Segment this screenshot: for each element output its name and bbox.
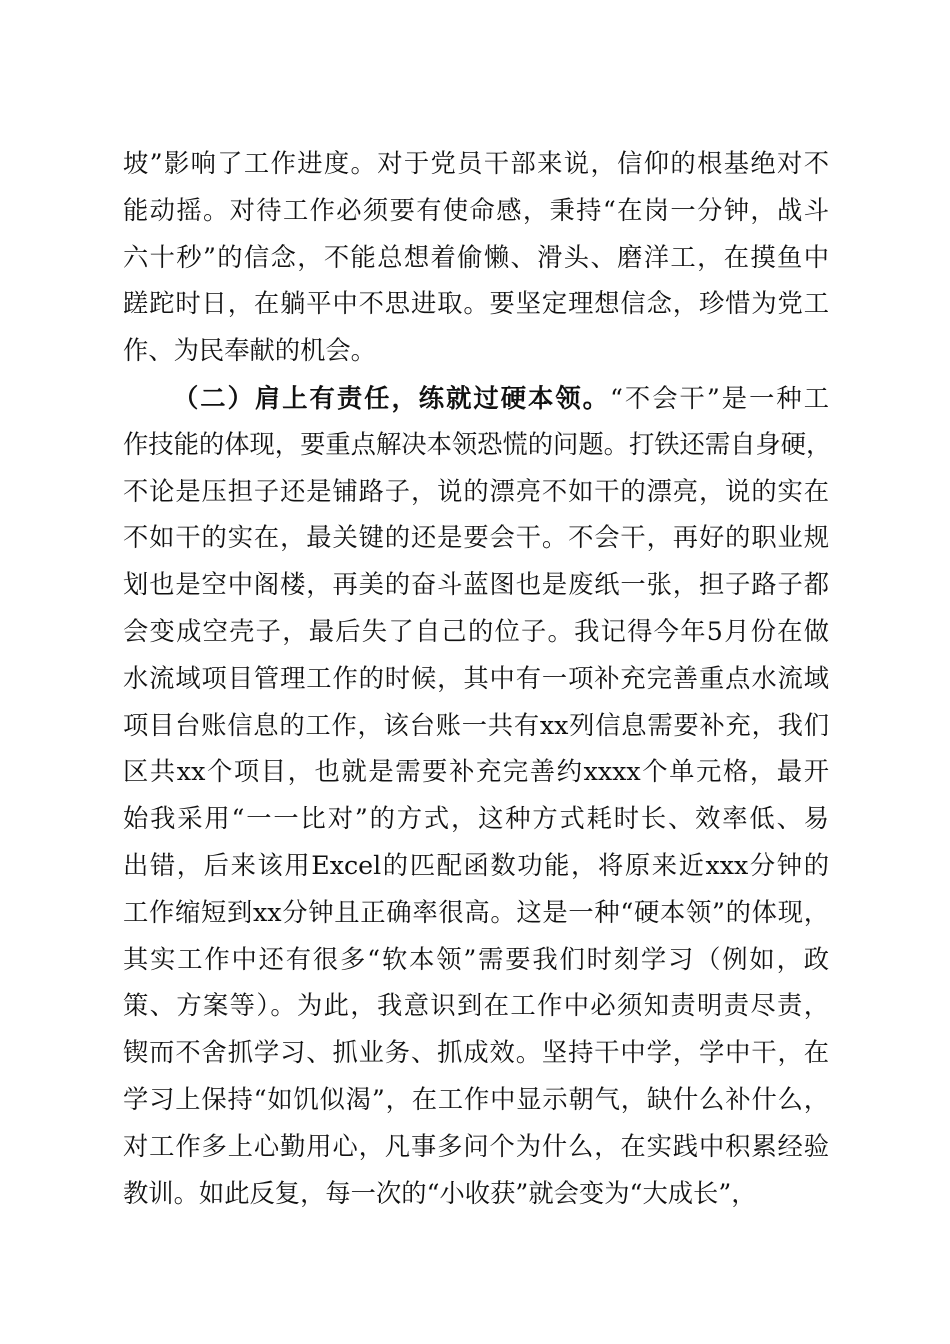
text-line: 会变成空壳子，最后失了自己的位子。我记得今年5月份在做 [123,616,829,646]
text-line: 对工作多上心勤用心，凡事多问个为什么，在实践中积累经验 [123,1131,829,1161]
paragraph-skills [123,375,832,1217]
section-heading: （二）肩上有责任，练就过硬本领。 [173,382,610,413]
text-line: 六十秒”的信念，不能总想着偷懒、滑头、磨洋工，在摸鱼中 [123,242,829,272]
text-line: 蹉跎时日，在躺平中不思进取。要坚定理想信念，珍惜为党工 [123,289,829,319]
text-line: 不论是压担子还是铺路子，说的漂亮不如干的漂亮，说的实在 [123,476,829,506]
text-fragment: “不会干”是一种工 [609,383,829,413]
text-line: 出错，后来该用Excel的匹配函数功能，将原来近xxx分钟的 [123,850,829,880]
text-line: 教训。如此反复，每一次的“小收获”就会变为“大成长”， [123,1178,757,1208]
text-line: 水流域项目管理工作的时候，其中有一项补充完善重点水流域 [123,663,829,693]
text-line: 坡”影响了工作进度。对于党员干部来说，信仰的根基绝对不 [123,149,829,178]
text-line: 锲而不舍抓学习、抓业务、抓成效。坚持干中学，学中干，在 [123,1038,829,1068]
text-line: 学习上保持“如饥似渴”，在工作中显示朝气，缺什么补什么， [123,1084,829,1114]
text-line: 区共xx个项目，也就是需要补充完善约xxxx个单元格，最开 [123,757,829,787]
paragraph-faith [123,141,829,375]
text-line: 划也是空中阁楼，再美的奋斗蓝图也是废纸一张，担子路子都 [123,570,829,600]
text-line: 不如干的实在，最关键的还是要会干。不会干，再好的职业规 [123,523,829,553]
text-line: 始我采用“一一比对”的方式，这种方式耗时长、效率低、易 [123,804,829,834]
text-line-first [123,375,829,422]
text-line: 项目台账信息的工作，该台账一共有xx列信息需要补充，我们 [123,710,829,740]
text-line: 策、方案等）。为此，我意识到在工作中必须知责明责尽责， [123,991,829,1021]
document-body [123,141,832,1217]
text-line: 作技能的体现，要重点解决本领恐慌的问题。打铁还需自身硬， [123,429,832,459]
text-line: 其实工作中还有很多“软本领”需要我们时刻学习（例如，政 [123,944,829,974]
text-line: 作、为民奉献的机会。 [123,336,376,366]
text-line: 工作缩短到xx分钟且正确率很高。这是一种“硬本领”的体现， [123,897,829,927]
text-line: 能动摇。对待工作必须要有使命感，秉持“在岗一分钟，战斗 [123,195,829,225]
